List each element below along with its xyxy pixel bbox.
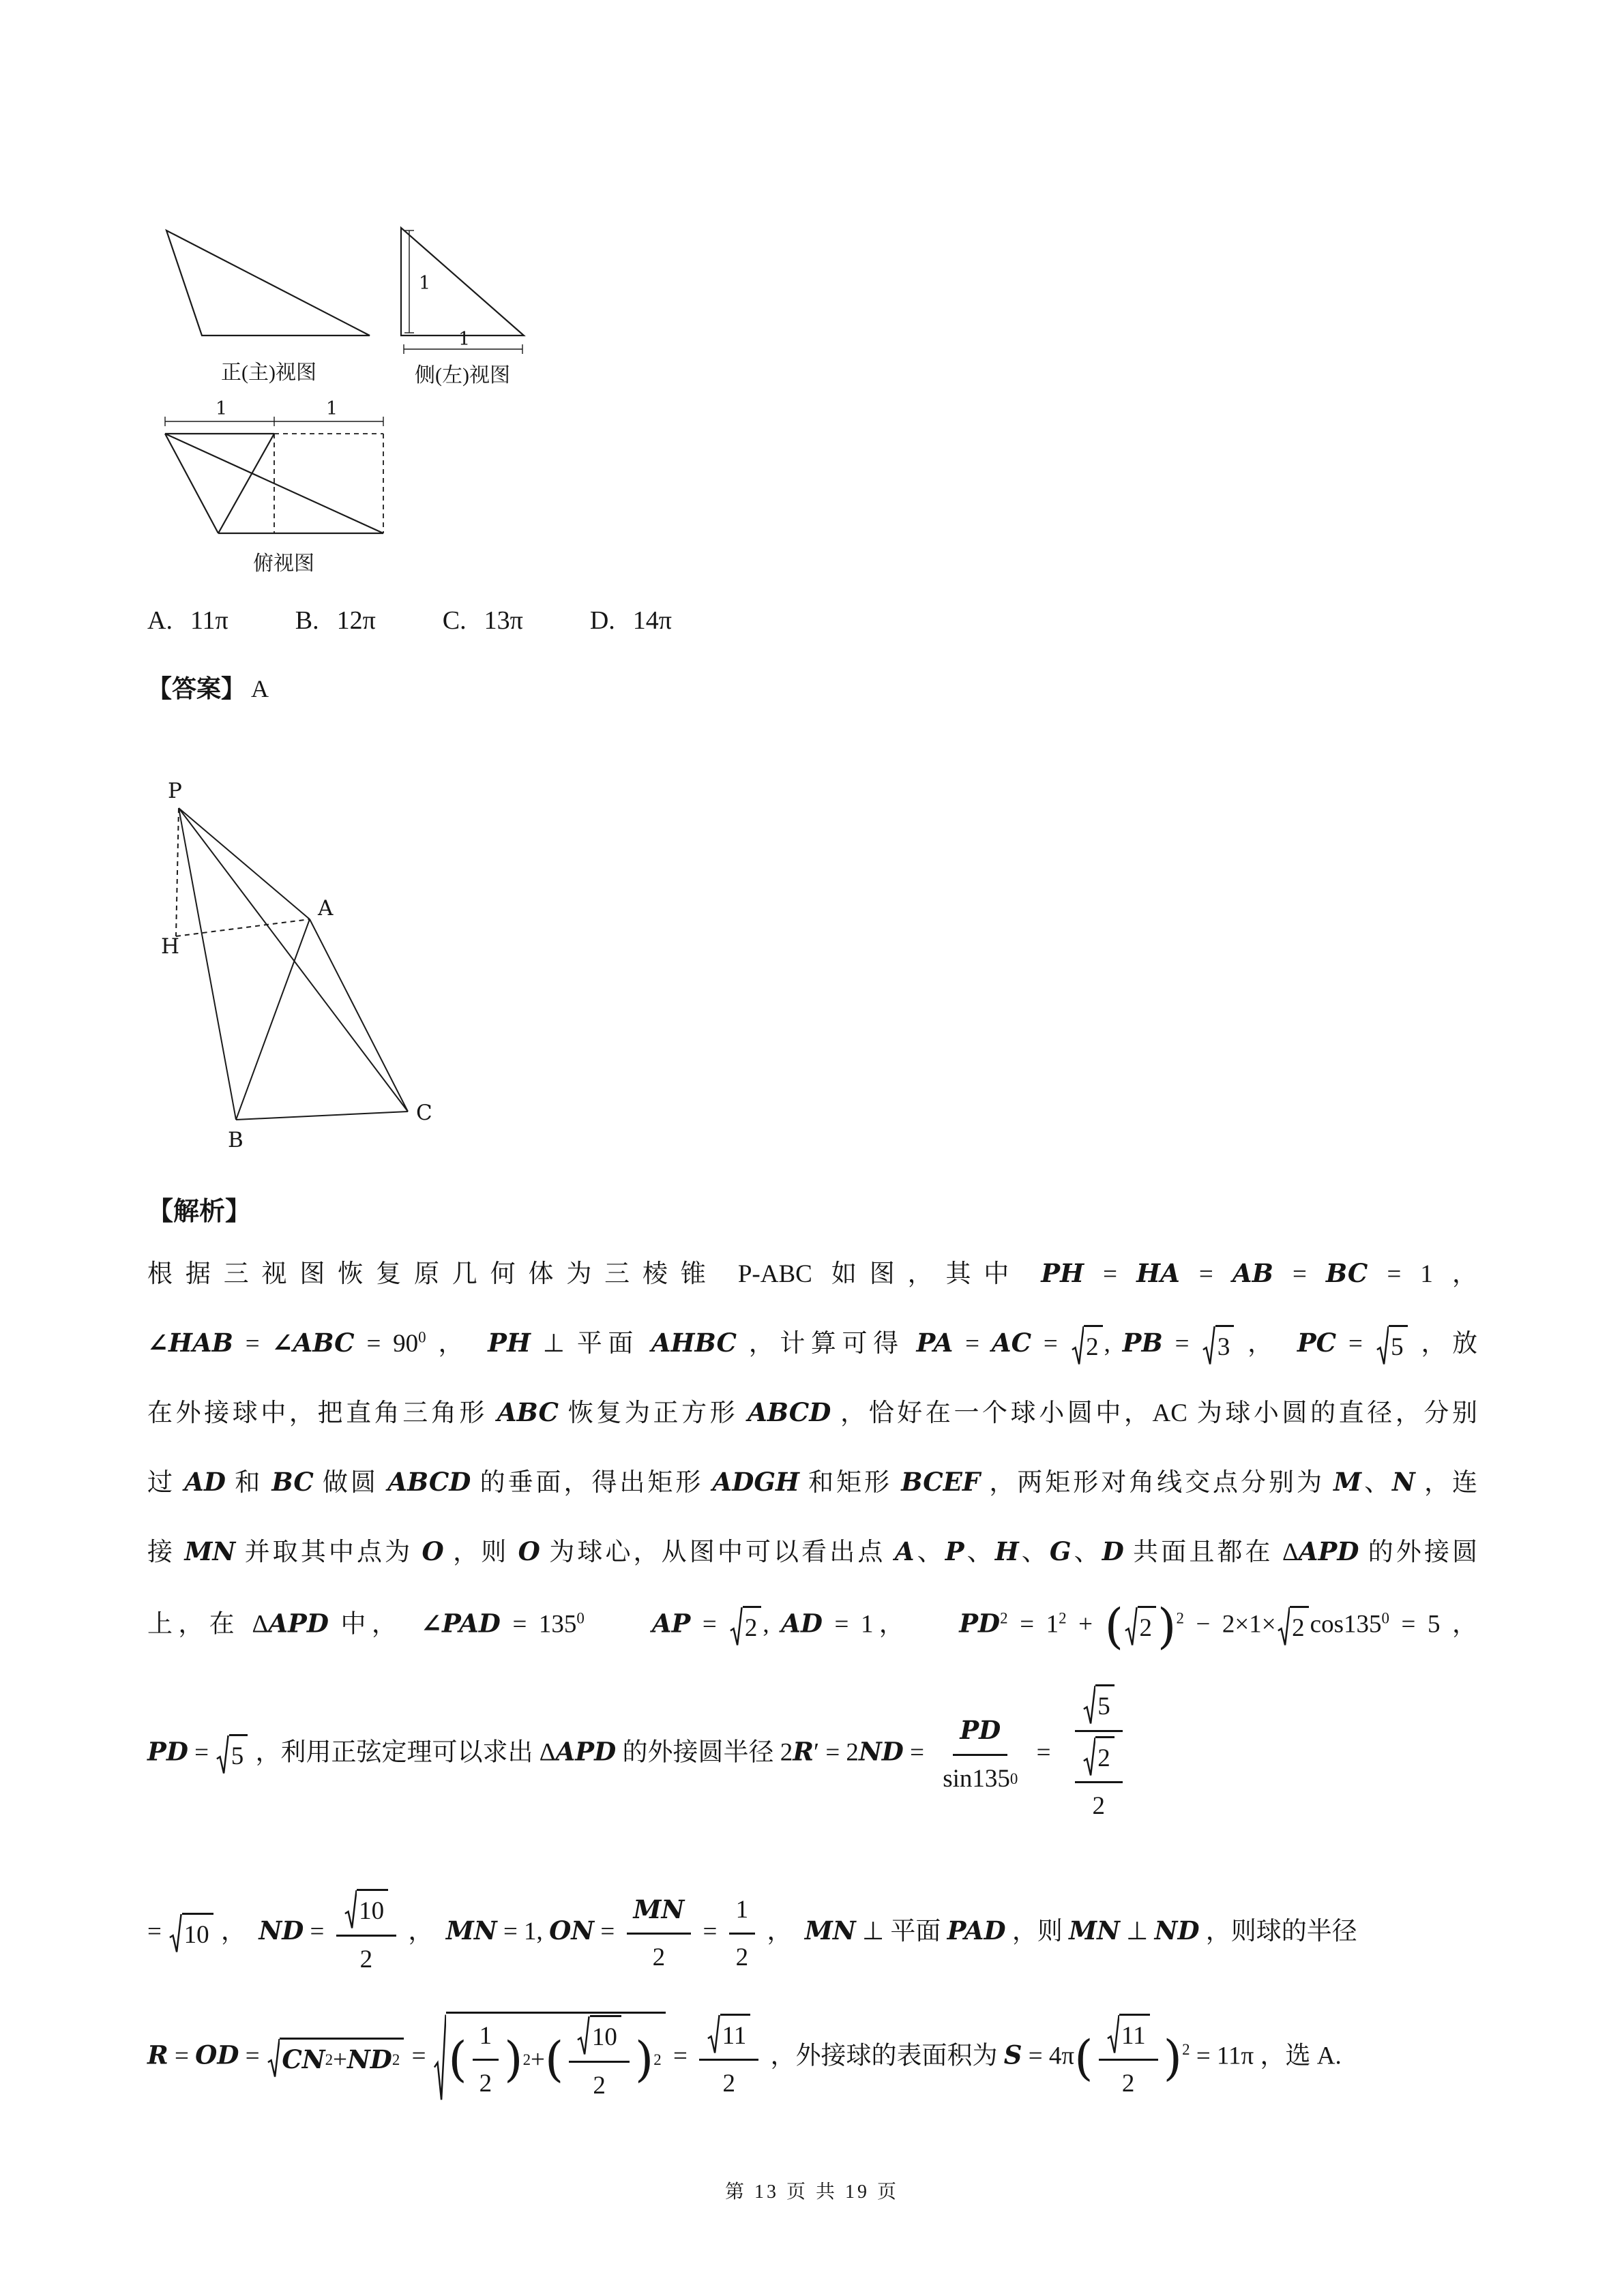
vertex-h-label: H — [161, 934, 180, 959]
radical-sign — [1083, 1736, 1096, 1778]
solution-line-5: 接 MN 并取其中点为 O ，则 O 为球心，从图中可以看出点 A、P、H、G、D 共面且都在 ΔAPD 的外接圆 — [147, 1536, 1478, 1566]
radical-sign — [344, 1889, 357, 1930]
radical-sign — [730, 1606, 743, 1648]
vertex-a-label: A — [318, 896, 334, 921]
side-view-label: 侧(左)视图 — [415, 364, 510, 387]
solution-line-8: = 10 ， ND = $\frac{10}{2}$ ， MN = 1, ON = $\frac{MN}{2}$ = $\frac{1}{2}$ ， MN ⊥ 平面 PAD ，则 MN ⊥ ND ，则球的半径 — [147, 1889, 1477, 1978]
option-a — [147, 606, 228, 636]
solution-line-4: 过 AD 和 BC 做圆 ABCD 的垂面，得出矩形 ADGH 和矩形 BCEF ，两矩形对角线交点分别为 M、N ，连 — [147, 1467, 1478, 1497]
radical-sign — [1107, 2014, 1120, 2055]
solution-line-2: ∠HAB = ∠ABC = $90^0$ ， PH ⊥ 平面 AHBC ，计算可得 PA = AC = 2 , PB = 3 ， PC = 5 ，放 — [147, 1324, 1477, 1367]
radical-sign — [707, 2014, 720, 2055]
radical-sign — [1376, 1325, 1389, 1367]
radical-sign — [434, 2012, 447, 2104]
radical-sign — [216, 1734, 229, 1776]
solution-line-1: 根据三视图恢复原几何体为三棱锥 P-ABC 如图，其中 PH = HA = AB = BC = 1 ， — [147, 1258, 1478, 1288]
vertex-p-label: P — [168, 779, 182, 803]
option-b-key: B. — [295, 606, 319, 635]
radical-sign — [577, 2015, 590, 2057]
radical-sign — [1278, 1606, 1290, 1648]
radical-sign — [169, 1913, 182, 1954]
page-footer: 第 13 页 共 19 页 — [724, 2181, 899, 2203]
option-c-key: C. — [442, 606, 467, 635]
option-b — [295, 606, 376, 636]
solution-line-7: PD = 5 ，利用正弦定理可以求出 ΔAPD 的外接圆半径 2R′ = 2ND = PD sin135 0 = $\frac{5}{\frac{2}{2}}$ — [147, 1684, 1477, 1825]
answer-value: A — [251, 675, 269, 702]
option-d-key: D. — [589, 606, 615, 635]
top-dim-right-label: 1 — [326, 398, 338, 419]
front-view-drawing — [166, 230, 370, 336]
top-view-drawing — [165, 417, 383, 533]
option-b-value: 12π — [336, 606, 376, 635]
option-c — [443, 606, 523, 636]
top-dim-left-label: 1 — [216, 398, 228, 419]
radical-sign — [267, 2038, 280, 2079]
radical-sign — [1083, 1684, 1096, 1726]
option-d — [590, 606, 672, 636]
radical-sign — [1202, 1325, 1215, 1367]
option-c-value: 13π — [484, 606, 523, 635]
tetrahedron-figure — [161, 771, 475, 1166]
option-a-value: 11π — [190, 606, 228, 635]
radical-sign — [1125, 1606, 1138, 1648]
options-row — [147, 606, 672, 636]
top-view-label: 俯视图 — [253, 552, 314, 575]
tetrahedron-edges — [176, 808, 408, 1120]
solution-line-9: R = OD = CN 2 + ND 2 = ( $\frac{1}{2}$ ) 2 + ( $\frac{10}{2}$ ) 2 = $\frac{11}{2}$ ，外接球的表面积为 S = 4π ( $\frac{11}{2}$ ) $^2$ = 11π ，选 A. — [147, 2012, 1477, 2104]
side-width-dim-label: 1 — [458, 329, 471, 350]
answer-tag: 【答案】 — [147, 674, 246, 702]
answer-row — [147, 670, 269, 704]
front-view-label: 正(主)视图 — [221, 361, 316, 384]
option-a-key: A. — [147, 606, 173, 635]
radical-sign — [1072, 1325, 1084, 1367]
vertex-c-label: C — [416, 1101, 432, 1125]
vertex-b-label: B — [228, 1128, 243, 1152]
three-views-figure — [161, 220, 638, 601]
side-height-dim-label: 1 — [419, 273, 431, 294]
solution-line-6: 上，在 ΔAPD 中， ∠PAD = $135^0$ AP = 2 , AD = 1， $PD^2 = 1^2$ + ( 2 ) $^2$ − 2×1× 2 $\cos 135^0 = 5$ ， — [147, 1598, 1478, 1654]
analysis-tag: 【解析】 — [147, 1197, 252, 1226]
solution-line-3: 在外接球中，把直角三角形 ABC 恢复为正方形 ABCD ，恰好在一个球小圆中，AC 为球小圆的直径，分别 — [147, 1397, 1477, 1427]
option-d-value: 14π — [632, 606, 672, 635]
